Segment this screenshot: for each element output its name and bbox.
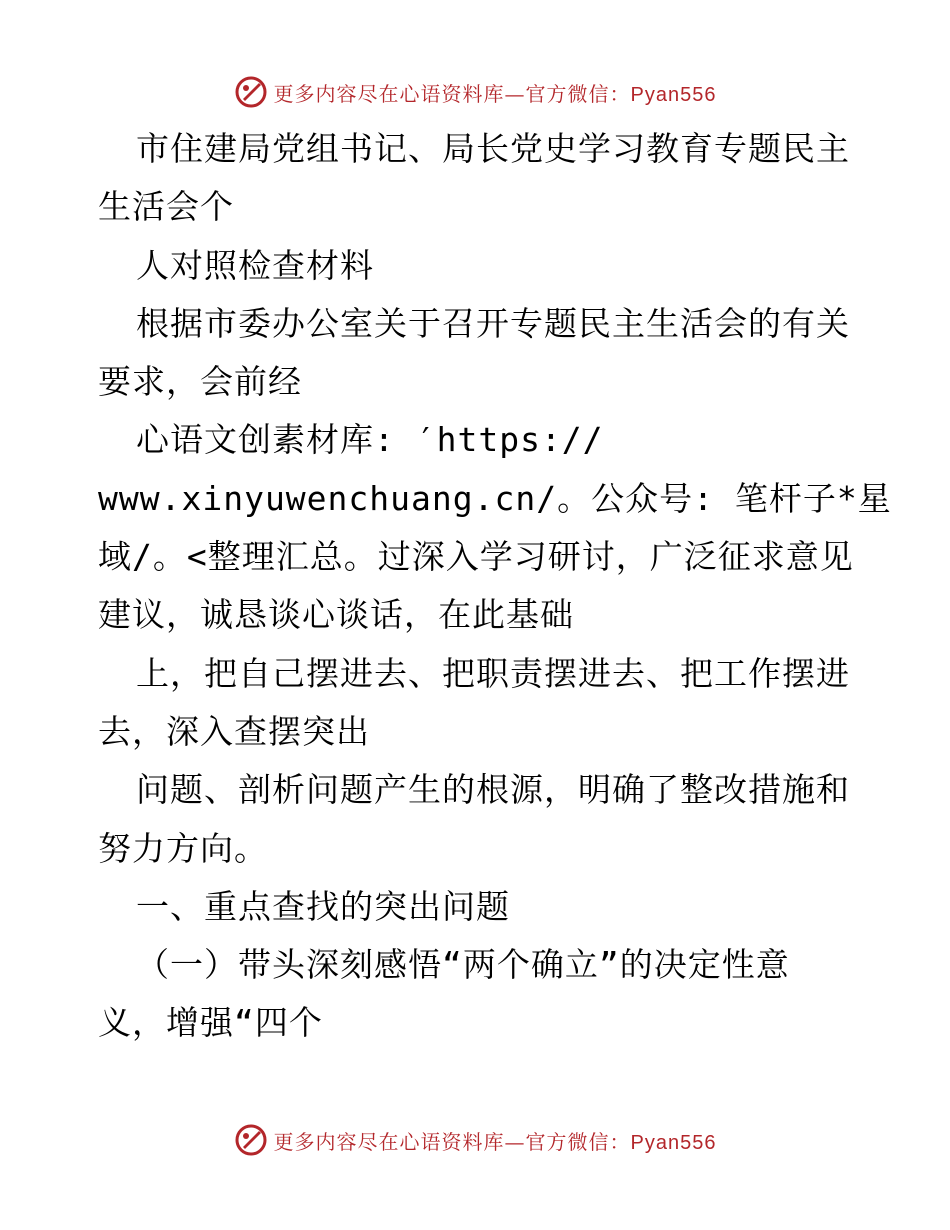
footer-watermark	[0, 1120, 950, 1160]
text-line: （一）带头深刻感悟“两个确立”的决定性意	[136, 945, 790, 985]
watermark-text: 更多内容尽在心语资料库—官方微信：Pyan556	[273, 81, 717, 106]
text-line: 人对照检查材料	[136, 245, 374, 285]
text-line: www.xinyuwenchuang.cn/。公众号: 笔杆子*星	[98, 478, 892, 518]
text-line: 生活会个	[98, 187, 234, 227]
text-line: 市住建局党组书记、局长党史学习教育专题民主	[136, 129, 850, 168]
text-line: 上，把自己摆进去、把职责摆进去、把工作摆进	[136, 653, 850, 693]
text-line: 心语文创素材库: ′https://	[136, 420, 604, 460]
text-line: 建议，诚恳谈心谈话，在此基础	[98, 595, 574, 635]
text-line: 要求，会前经	[98, 362, 302, 402]
text-line: 义，增强“四个	[98, 1003, 323, 1043]
text-line: 一、重点查找的突出问题	[136, 886, 510, 926]
watermark-logo-icon	[234, 1123, 268, 1157]
text-line: 问题、剖析问题产生的根源，明确了整改措施和	[136, 770, 850, 810]
text-line: 努力方向。	[98, 828, 268, 868]
header-watermark	[0, 72, 950, 112]
text-line: 根据市委办公室关于召开专题民主生活会的有关	[136, 303, 850, 343]
watermark-logo-icon	[234, 75, 268, 109]
text-line: 去，深入查摆突出	[98, 711, 370, 751]
document-body	[98, 120, 892, 1053]
watermark-text: 更多内容尽在心语资料库—官方微信：Pyan556	[273, 1129, 717, 1154]
text-line: 域/。<整理汇总。过深入学习研讨，广泛征求意见	[98, 537, 854, 577]
